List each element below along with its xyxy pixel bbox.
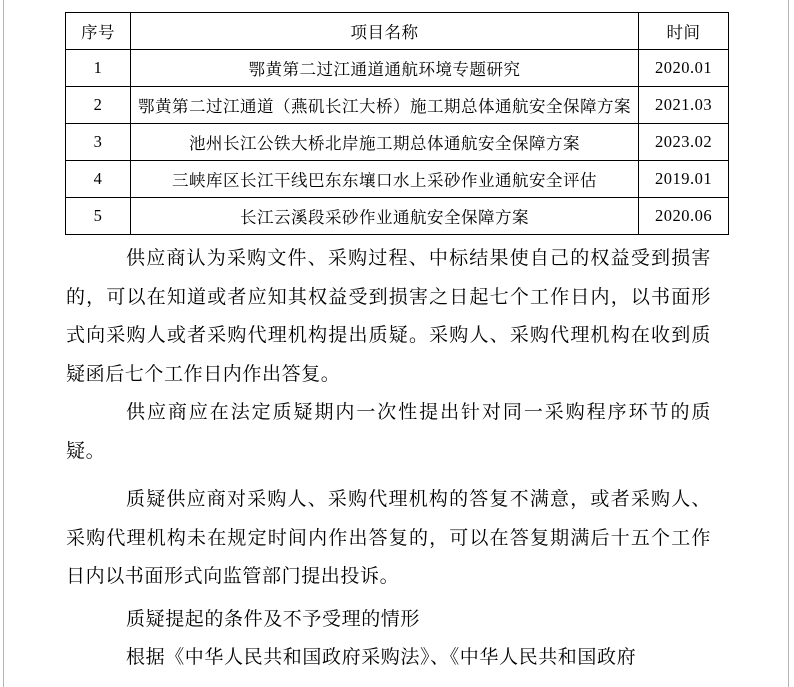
cell-name: 鄂黄第二过江通道通航环境专题研究	[131, 50, 639, 87]
document-body-text	[66, 240, 711, 678]
cell-name: 长江云溪段采砂作业通航安全保障方案	[131, 198, 639, 235]
cell-name: 池州长江公铁大桥北岸施工期总体通航安全保障方案	[131, 124, 639, 161]
table-row	[66, 87, 729, 124]
paragraph-complaint-procedure: 质疑供应商对采购人、采购代理机构的答复不满意，或者采购人、采购代理机构未在规定时间内作出答复的，可以在答复期满后十五个工作日内以书面形式向监管部门提出投诉。	[66, 489, 711, 587]
header-cell-time: 时间	[639, 13, 729, 50]
projects-table-container	[65, 12, 729, 235]
cell-time: 2021.03	[639, 87, 729, 124]
cell-no: 1	[66, 50, 131, 87]
table-row	[66, 161, 729, 198]
text-boundary-right	[788, 0, 789, 687]
cell-time: 2019.01	[639, 161, 729, 198]
table-header-row	[66, 13, 729, 50]
text-boundary-left	[3, 0, 4, 687]
table-row	[66, 124, 729, 161]
header-cell-name: 项目名称	[131, 13, 639, 50]
table-row	[66, 198, 729, 235]
cell-no: 4	[66, 161, 131, 198]
table-row	[66, 50, 729, 87]
cell-time: 2020.06	[639, 198, 729, 235]
cell-time: 2020.01	[639, 50, 729, 87]
header-cell-no: 序号	[66, 13, 131, 50]
cell-time: 2023.02	[639, 124, 729, 161]
paragraph-legal-basis: 根据《中华人民共和国政府采购法》、《中华人民共和国政府	[126, 647, 637, 668]
paragraph-supplier-objection: 供应商认为采购文件、采购过程、中标结果使自己的权益受到损害的，可以在知道或者应知其权益受到损害之日起七个工作日内，以书面形式向采购人或者采购代理机构提出质疑。采购人、采购代理机构在收到质疑函后七个工作日内作出答复。	[66, 248, 711, 385]
cell-no: 5	[66, 198, 131, 235]
cell-no: 2	[66, 87, 131, 124]
paragraph-one-time-objection: 供应商应在法定质疑期内一次性提出针对同一采购程序环节的质疑。	[66, 402, 711, 462]
projects-table	[65, 12, 729, 235]
paragraph-objection-conditions-heading: 质疑提起的条件及不予受理的情形	[126, 608, 421, 630]
cell-name: 三峡库区长江干线巴东东壤口水上采砂作业通航安全评估	[131, 161, 639, 198]
cell-no: 3	[66, 124, 131, 161]
cell-name: 鄂黄第二过江通道（燕矶长江大桥）施工期总体通航安全保障方案	[131, 87, 639, 124]
